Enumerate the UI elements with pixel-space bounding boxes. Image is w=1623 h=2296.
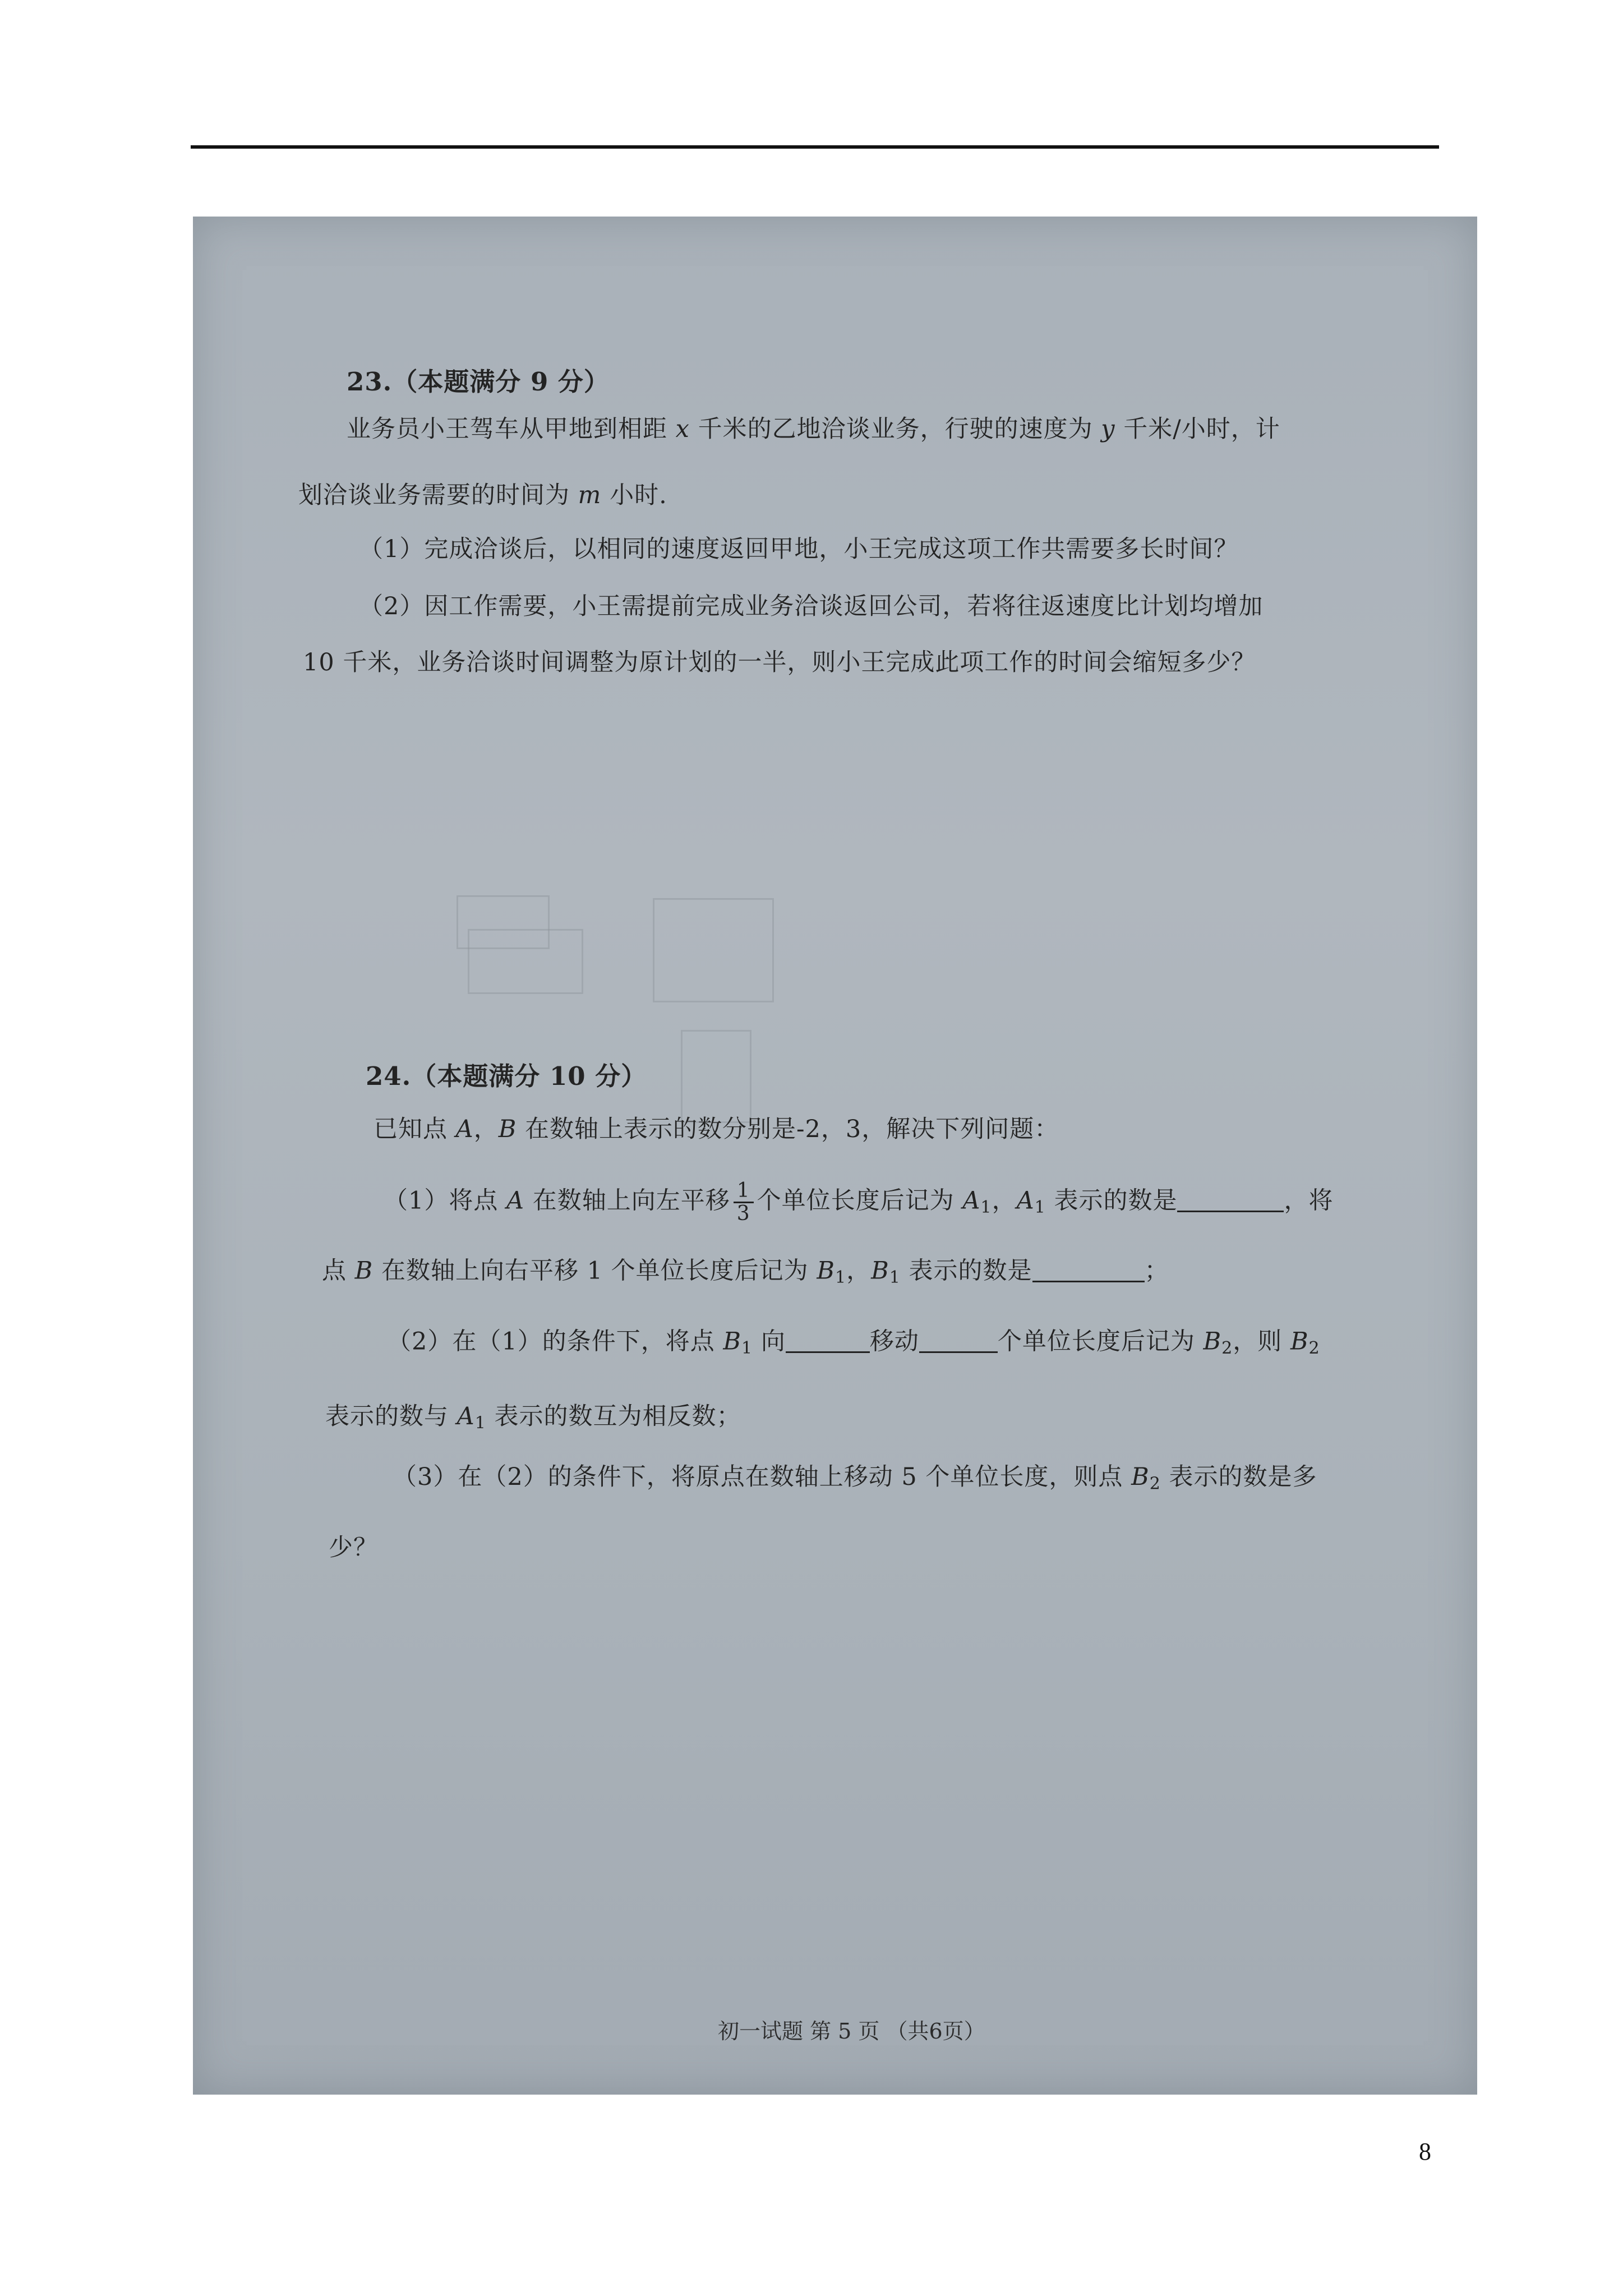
subscript: 2 [1308,1338,1320,1359]
q24-text: 表示的数与 [325,1402,457,1430]
header-rule [191,145,1439,149]
bleed-through-box [681,1030,751,1123]
q23-text: 小时. [601,481,667,509]
q24-text: 表示的数是 [1045,1186,1178,1215]
q24-point-B: B [498,1115,517,1143]
subscript: 2 [1221,1338,1233,1359]
bleed-through-box [653,898,774,1002]
q24-point-B1: B [871,1257,889,1285]
q24-text: ， [473,1115,499,1143]
answer-blank-distance[interactable] [919,1327,998,1353]
subscript: 1 [741,1338,753,1359]
fraction-numerator: 1 [734,1180,754,1203]
q24-part3-line2: 少？ [329,1534,378,1562]
q23-var-m: m [578,481,602,509]
photo-page-footer: 初一试题 第 5 页 （共6页） [718,2019,985,2044]
page-number: 8 [1419,2138,1431,2165]
answer-blank-b1[interactable] [1032,1257,1145,1282]
q24-part2-line2 [325,1402,741,1433]
q24-point-A: A [506,1186,525,1215]
fraction-one-third [734,1180,754,1225]
q24-part2-line1 [387,1327,1320,1357]
q24-text: （1）将点 [384,1186,507,1215]
q24-part1-line2 [322,1257,1169,1286]
q23-text: 千米的乙地洽谈业务，行驶的速度为 [689,415,1101,443]
answer-blank-direction[interactable] [786,1327,870,1353]
q24-text: （3）在（2）的条件下，将原点在数轴上移动 5 个单位长度，则点 [393,1463,1132,1491]
q24-intro [374,1117,1059,1142]
q24-text: 向 [753,1327,786,1356]
q24-point-A1: A [1016,1186,1035,1215]
q23-text: 千米/小时，计 [1115,415,1280,443]
q23-text: 业务员小王驾车从甲地到相距 [347,415,676,443]
q23-line1 [347,417,1280,441]
q24-text: ，将 [1284,1186,1334,1215]
subscript: 1 [1034,1197,1046,1217]
subscript: 1 [834,1268,847,1288]
q24-text: 在数轴上向左平移 [524,1186,730,1215]
q24-text: 表示的数互为相反数； [486,1402,741,1430]
q24-point-B2: B [1131,1463,1150,1491]
q24-point-B2: B [1290,1327,1309,1356]
subscript: 1 [980,1197,992,1217]
bleed-through-box [468,929,583,994]
q24-point-A: A [455,1115,474,1143]
q24-text: ； [1144,1257,1169,1285]
q23-var-y: y [1101,415,1115,443]
q24-text: 表示的数是 [900,1257,1032,1285]
q24-heading: 24.（本题满分 10 分） [366,1061,647,1091]
q24-text: 个单位长度后记为 [997,1327,1204,1356]
subscript: 1 [889,1268,901,1288]
q24-text: ， [992,1186,1017,1215]
q23-part2-line2: 10 千米，业务洽谈时间调整为原计划的一半，则小王完成此项工作的时间会缩短多少？ [303,648,1256,677]
q24-text: 在数轴上表示的数分别是-2，3，解决下列问题： [517,1115,1059,1143]
q24-part3-line1 [393,1465,1317,1493]
subscript: 1 [474,1413,486,1433]
q24-text: 个单位长度后记为 [757,1186,963,1215]
q24-point-B1: B [817,1257,835,1285]
q23-line2 [298,481,667,509]
fraction-denominator: 3 [736,1202,750,1225]
q24-point-B2: B [1203,1327,1222,1356]
subscript: 2 [1149,1474,1161,1494]
q23-part2-line1: （2）因工作需要，小王需提前完成业务洽谈返回公司，若将往返速度比计划均增加 [359,592,1264,620]
q24-text: 表示的数是多 [1160,1463,1317,1491]
q24-text: ， [846,1257,872,1285]
q24-text: 在数轴上向右平移 1 个单位长度后记为 [373,1257,817,1285]
q24-text: （2）在（1）的条件下，将点 [387,1327,723,1356]
q24-part1-line1 [384,1180,1333,1225]
q24-text: 已知点 [374,1115,456,1143]
q24-text: ，则 [1233,1327,1290,1356]
q24-text: 移动 [869,1327,919,1356]
q23-part1: （1）完成洽谈后，以相同的速度返回甲地，小王完成这项工作共需要多长时间？ [359,535,1239,563]
q23-var-x: x [675,415,690,443]
q23-text: 划洽谈业务需要的时间为 [298,481,578,509]
q23-heading: 23.（本题满分 9 分） [347,367,610,397]
q24-point-B1: B [723,1327,741,1356]
q24-point-A1: A [457,1402,475,1430]
q24-point-A1: A [962,1186,981,1215]
q24-point-B: B [354,1257,374,1285]
q24-text: 点 [322,1257,355,1285]
answer-blank-a1[interactable] [1177,1186,1284,1212]
